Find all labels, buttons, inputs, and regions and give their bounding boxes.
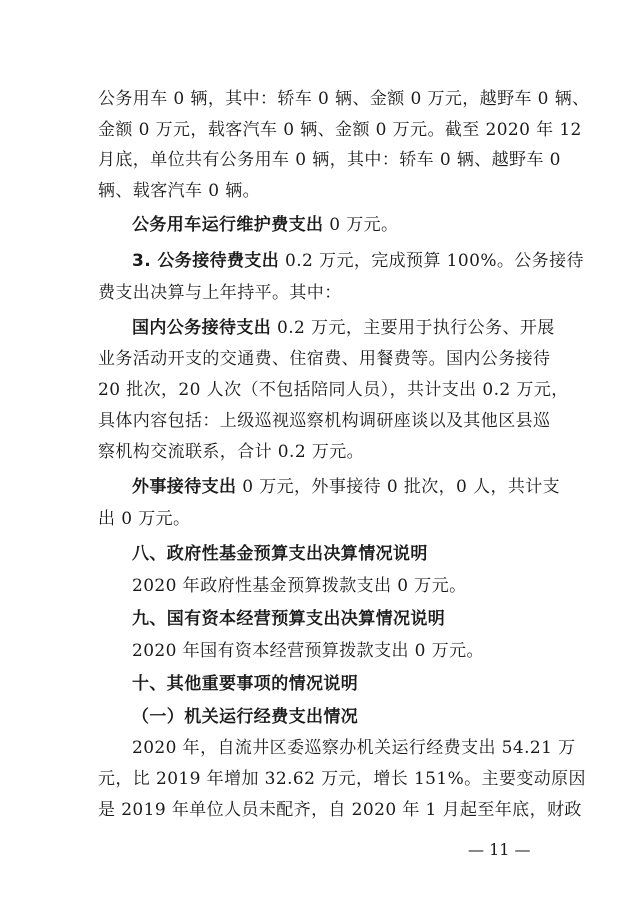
vehicle-maintenance-label: 公务用车运行维护费支出 [132, 215, 324, 235]
paragraph-reception-line-2: 费支出决算与上年持平。其中： [98, 283, 342, 303]
paragraph-domestic-line-2: 业务活动开支的交通费、住宿费、用餐费等。国内公务接待 [98, 349, 551, 369]
paragraph-operating-line-3: 是 2019 年单位人员未配齐，自 2020 年 1 月起至年底，财政 [98, 800, 582, 820]
subsection-heading-10-1: （一）机关运行经费支出情况 [132, 707, 359, 727]
domestic-reception-label: 国内公务接待支出 [132, 318, 272, 338]
paragraph-state-capital: 2020 年国有资本经营预算拨款支出 0 万元。 [132, 641, 484, 661]
paragraph-domestic-line-4: 具体内容包括：上级巡视巡察机构调研座谈以及其他区县巡 [98, 411, 551, 431]
paragraph-vehicle-line-1: 公务用车 0 辆，其中：轿车 0 辆、金额 0 万元，越野车 0 辆、 [98, 89, 590, 109]
section-heading-8: 八、政府性基金预算支出决算情况说明 [132, 544, 428, 564]
paragraph-domestic-line-3: 20 批次，20 人次（不包括陪同人员），共计支出 0.2 万元， [98, 380, 569, 400]
paragraph-domestic-line-1 [132, 317, 555, 339]
paragraph-government-fund: 2020 年政府性基金预算拨款支出 0 万元。 [132, 576, 467, 596]
paragraph-vehicle-line-4: 辆、载客汽车 0 辆。 [98, 181, 261, 201]
section-heading-9: 九、国有资本经营预算支出决算情况说明 [132, 609, 446, 629]
domestic-reception-text: 0.2 万元，主要用于执行公务、开展 [271, 318, 555, 338]
page-number: — 11 — [468, 840, 531, 859]
foreign-reception-label: 外事接待支出 [132, 477, 237, 497]
paragraph-vehicle-maintenance [132, 214, 398, 236]
vehicle-maintenance-amount: 0 万元。 [323, 215, 399, 235]
paragraph-reception-line-1 [132, 250, 584, 272]
paragraph-vehicle-line-2: 金额 0 万元，载客汽车 0 辆、金额 0 万元。截至 2020 年 12 [98, 120, 582, 140]
foreign-reception-text: 0 万元，外事接待 0 批次，0 人，共计支 [236, 477, 561, 497]
reception-fee-label: 3. 公务接待费支出 [132, 251, 280, 271]
paragraph-vehicle-line-3: 月底，单位共有公务用车 0 辆，其中：轿车 0 辆、越野车 0 [98, 150, 561, 170]
paragraph-foreign-line-1 [132, 476, 560, 498]
paragraph-domestic-line-5: 察机构交流联系，合计 0.2 万元。 [98, 442, 365, 462]
paragraph-foreign-line-2: 出 0 万元。 [98, 509, 191, 529]
reception-fee-text: 0.2 万元，完成预算 100%。公务接待 [279, 251, 584, 271]
paragraph-operating-line-1: 2020 年，自流井区委巡察办机关运行经费支出 54.21 万 [132, 738, 576, 758]
section-heading-10: 十、其他重要事项的情况说明 [132, 674, 359, 694]
paragraph-operating-line-2: 元，比 2019 年增加 32.62 万元，增长 151%。主要变动原因 [98, 769, 586, 789]
